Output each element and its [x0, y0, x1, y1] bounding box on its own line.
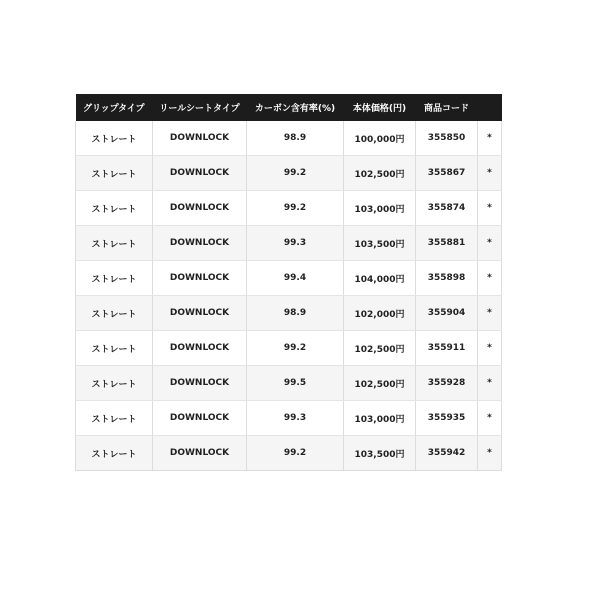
header-row [76, 94, 502, 121]
cell-grip-type: ストレート [76, 436, 153, 471]
cell-mark: * [478, 331, 502, 366]
cell-mark: * [478, 401, 502, 436]
cell-price: 102,500円 [344, 366, 416, 401]
header-price: 本体価格(円) [344, 94, 416, 121]
cell-mark: * [478, 296, 502, 331]
cell-reel-seat-type: DOWNLOCK [153, 226, 247, 261]
cell-carbon-content: 99.3 [247, 401, 344, 436]
cell-price: 102,000円 [344, 296, 416, 331]
cell-grip-type: ストレート [76, 401, 153, 436]
table-header [76, 94, 502, 121]
table-row [76, 261, 502, 296]
table-row [76, 436, 502, 471]
cell-mark: * [478, 226, 502, 261]
cell-reel-seat-type: DOWNLOCK [153, 156, 247, 191]
cell-carbon-content: 99.3 [247, 226, 344, 261]
cell-mark: * [478, 436, 502, 471]
cell-product-code: 355867 [416, 156, 478, 191]
cell-mark: * [478, 366, 502, 401]
table-row [76, 156, 502, 191]
cell-price: 103,000円 [344, 191, 416, 226]
cell-grip-type: ストレート [76, 156, 153, 191]
cell-carbon-content: 98.9 [247, 121, 344, 156]
cell-grip-type: ストレート [76, 261, 153, 296]
cell-grip-type: ストレート [76, 191, 153, 226]
cell-mark: * [478, 261, 502, 296]
cell-carbon-content: 99.2 [247, 191, 344, 226]
cell-carbon-content: 99.2 [247, 156, 344, 191]
cell-mark: * [478, 156, 502, 191]
cell-reel-seat-type: DOWNLOCK [153, 261, 247, 296]
cell-product-code: 355935 [416, 401, 478, 436]
header-carbon-content: カーボン含有率(%) [247, 94, 344, 121]
cell-price: 102,500円 [344, 331, 416, 366]
cell-grip-type: ストレート [76, 296, 153, 331]
cell-product-code: 355874 [416, 191, 478, 226]
table-row [76, 226, 502, 261]
cell-price: 102,500円 [344, 156, 416, 191]
cell-product-code: 355911 [416, 331, 478, 366]
header-reel-seat-type: リールシートタイプ [153, 94, 247, 121]
header-grip-type: グリップタイプ [76, 94, 153, 121]
spec-table [75, 94, 502, 471]
cell-product-code: 355904 [416, 296, 478, 331]
cell-reel-seat-type: DOWNLOCK [153, 121, 247, 156]
cell-reel-seat-type: DOWNLOCK [153, 191, 247, 226]
cell-grip-type: ストレート [76, 366, 153, 401]
cell-grip-type: ストレート [76, 331, 153, 366]
cell-carbon-content: 99.2 [247, 331, 344, 366]
header-mark [478, 94, 502, 121]
table-row [76, 191, 502, 226]
table-body [76, 121, 502, 471]
cell-reel-seat-type: DOWNLOCK [153, 296, 247, 331]
cell-carbon-content: 99.2 [247, 436, 344, 471]
cell-product-code: 355928 [416, 366, 478, 401]
cell-price: 104,000円 [344, 261, 416, 296]
cell-carbon-content: 99.5 [247, 366, 344, 401]
cell-carbon-content: 98.9 [247, 296, 344, 331]
table-row [76, 366, 502, 401]
table-row [76, 401, 502, 436]
cell-price: 103,500円 [344, 436, 416, 471]
cell-mark: * [478, 191, 502, 226]
header-product-code: 商品コード [416, 94, 478, 121]
cell-grip-type: ストレート [76, 121, 153, 156]
cell-product-code: 355881 [416, 226, 478, 261]
table-row [76, 331, 502, 366]
table-row [76, 121, 502, 156]
cell-price: 100,000円 [344, 121, 416, 156]
table-row [76, 296, 502, 331]
cell-grip-type: ストレート [76, 226, 153, 261]
cell-product-code: 355942 [416, 436, 478, 471]
cell-product-code: 355850 [416, 121, 478, 156]
cell-reel-seat-type: DOWNLOCK [153, 436, 247, 471]
cell-mark: * [478, 121, 502, 156]
cell-reel-seat-type: DOWNLOCK [153, 401, 247, 436]
cell-carbon-content: 99.4 [247, 261, 344, 296]
cell-price: 103,000円 [344, 401, 416, 436]
cell-reel-seat-type: DOWNLOCK [153, 331, 247, 366]
cell-reel-seat-type: DOWNLOCK [153, 366, 247, 401]
cell-product-code: 355898 [416, 261, 478, 296]
cell-price: 103,500円 [344, 226, 416, 261]
